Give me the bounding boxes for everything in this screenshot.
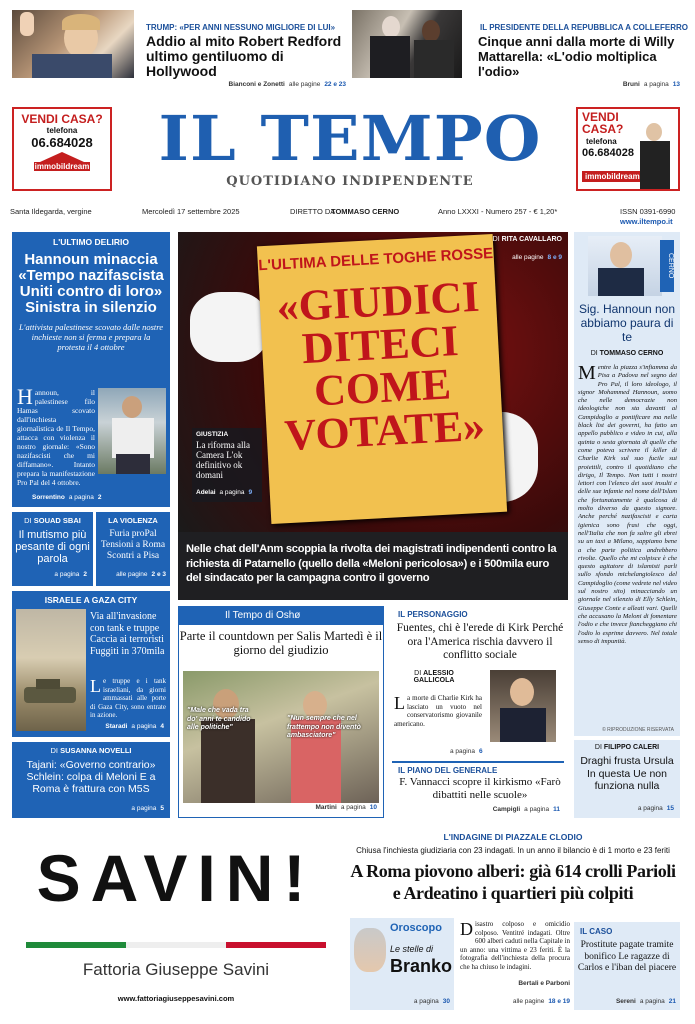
osho-bubble-1: "Male che vada tra do' anni te candido alle politiche" [187,707,251,731]
osho-kicker: Il Tempo di Oshø [225,610,301,621]
oroscopo-page-ref[interactable] [414,990,450,1008]
hannoun-photo [98,388,166,474]
sbai-page-num: 2 [83,571,87,578]
personaggio-box [390,606,568,760]
top-teasers [0,0,695,88]
clodio-credit: Bertali e Parboni [518,980,570,987]
redford-page-ref[interactable] [206,73,346,88]
ad-left-phone: 06.684028 [31,135,93,150]
director-label: DIRETTO DA [290,207,336,216]
divider [392,761,564,763]
personaggio-body: La morte di Charlie Kirk ha lasciato un vuoto nel conservatorismo giovanile americano. [394,693,482,728]
clodio-box [346,830,680,920]
flag-stripe-white [126,942,226,948]
lead-byline-pre: DI [492,236,500,243]
lead-deck[interactable]: Nelle chat dell'Anm scoppia la rivolta dei magistrati indipendenti contro la richiesta di Patarnello (quello della «Meloni pericolosa») e i 500mila euro del sindacato per la campagna contro il governo [186,543,557,584]
sbai-pages-label: a pagina [54,571,80,578]
gaza-page-num: 4 [160,723,164,730]
editorial-headline[interactable]: Sig. Hannoun non abbiamo paura di te [578,302,676,344]
generale-page-num: 11 [553,806,560,813]
sign-small-text: L'ULTIMA DELLE TOGHE ROSSE [257,245,494,275]
redford-credit: Bianconi e Zonetti [228,81,285,88]
saint-of-day: Santa Ildegarda, vergine [10,207,92,216]
novelli-page-num: 5 [160,805,164,812]
sbai-byline-pre: DI [24,516,32,525]
osho-pages-label: a pagina [340,804,366,811]
clodio-page-ref[interactable] [513,972,570,1008]
osho-credit: Martini [315,804,337,811]
gaza-pages-label: a pagina [131,723,157,730]
personaggio-dropcap: L [394,693,405,713]
lead-page-ref[interactable] [512,246,562,264]
mattarella-page-ref[interactable] [560,73,680,88]
novelli-byline: SUSANNA NOVELLI [60,746,132,755]
editorial-byline-pre: DI [590,350,598,357]
mattarella-page-num: 13 [672,81,680,88]
novelli-page-ref[interactable] [131,797,164,815]
redford-kicker: TRUMP: «PER ANNI NESSUNO MIGLIORE DI LUI» [146,23,336,32]
delirio-headline[interactable]: Hannoun minaccia «Tempo nazifascista Uniti contro di loro» Sinistra in silenzio [18,251,164,316]
violenza-page-num: 2 e 3 [151,571,166,578]
novelli-box [12,742,170,818]
delirio-box [12,232,170,507]
caleri-headline[interactable]: Draghi frusta Ursula In questa Ue non funziona nulla [580,755,674,792]
gaza-box [12,591,170,737]
dateline [0,200,695,228]
personaggio-pages-label: a pagina [450,748,475,755]
osho-page-num: 10 [369,804,377,811]
editorial-credit: © RIPRODUZIONE RISERVATA [602,727,674,733]
flag-stripe-red [226,942,326,948]
novelli-headline[interactable]: Tajani: «Governo contrario» Schlein: colpa di Meloni E a Roma è frattura con M5S [26,759,156,795]
clodio-body: Disastro colposo e omicidio colposo. Ventitré indagati. Oltre 600 alberi caduti nella Capitale in un anno: una vittima e 23 feriti. È la fotografia dell'inchiesta della procura che ha chiuso le indagini. [460,920,570,971]
agent-figure [646,123,662,141]
gaza-tank-photo [16,609,86,731]
delirio-dropcap: H [17,384,33,409]
osho-headline[interactable]: Parte il countdown per Salis Martedì è il giorno del giudizio [179,629,383,657]
osho-bubble-2: "Nun sempre che nel frattempo non diventò ambasciatore" [287,715,361,739]
delirio-pages-label: a pagina [68,494,94,501]
violenza-kicker: LA VIOLENZA [108,516,158,525]
gaza-headline[interactable]: Via all'invasione con tank e truppe Caccia ai terroristi Fuggiti in 370mila [90,611,165,657]
giustizia-kicker: GIUSTIZIA [196,431,229,438]
generale-kicker: IL PIANO DEL GENERALE [398,766,498,775]
redford-photo [12,10,134,78]
glove-left [190,292,268,362]
violenza-headline[interactable]: Furia proPal Tensioni a Roma Scontri a Pisa [100,529,166,561]
fuentes-photo [490,670,556,742]
ad-vendi-casa-left[interactable] [12,107,112,191]
director-name: TOMMASO CERNO [331,207,400,216]
oroscopo-box[interactable] [350,918,454,1010]
violenza-box [96,512,170,586]
clodio-headline[interactable]: A Roma piovono alberi: già 614 crolli Parioli e Ardeatino i quartieri più colpiti [350,861,676,903]
personaggio-page-ref[interactable] [450,740,483,758]
ad-vendi-casa-right[interactable] [576,107,680,191]
generale-page-ref[interactable] [493,798,560,816]
clodio-summary: Chiusa l'inchiesta giudiziaria con 23 indagati. In un anno il bilancio è di 1 morto e 23 feriti [356,846,670,855]
caso-page-ref[interactable] [616,990,676,1008]
issue-date: Mercoledì 17 settembre 2025 [142,207,240,216]
redford-page-num: 22 e 23 [324,81,346,88]
violenza-pages-label: alle pagine [116,571,148,578]
ad-right-phone: 06.684028 [582,147,634,159]
lead-story [178,232,568,600]
novelli-byline-pre: DI [50,746,58,755]
savini-url[interactable]: www.fattoriagiuseppesavini.com [117,994,235,1003]
ad-right-brand: immobildream [582,171,643,182]
delirio-page-ref[interactable] [32,486,162,504]
generale-box [390,764,568,818]
caleri-byline-pre: DI [594,744,602,751]
editorial-byline: TOMMASO CERNO [599,350,664,357]
violenza-page-ref[interactable] [116,563,166,581]
caso-box [574,922,680,1010]
delirio-body: Hannoun, il palestinese filo Hamas scovato dall'inchiesta giornalistica de Il Tempo, attacca con violenza il nostro giornale: «Sono nazifascisti che mi diffamano». Intanto prepara la manifestazione Pro Pal del 4 ottobre. [17,384,95,487]
gaza-page-ref[interactable] [105,715,164,733]
branko-photo [354,928,386,972]
personaggio-headline[interactable]: Fuentes, chi è l'erede di Kirk Perché ora l'America rischia davvero il conflitto sociale [396,622,564,661]
masthead-title: IL TEMPO [158,108,542,175]
personaggio-byline: ALESSIO GALLICOLA [413,670,455,684]
caleri-page-num: 15 [666,805,674,812]
caso-kicker: IL CASO [580,927,613,936]
ad-left-title: VENDI CASA? [21,112,103,126]
giustizia-text: La riforma alla Camera L'ok definitivo ok domani [196,440,250,480]
lead-byline: RITA CAVALLARO [501,236,562,243]
lead-page-num: 8 e 9 [547,254,562,261]
redford-pages-label: alle pagine [288,81,321,88]
giustizia-page-num: 9 [248,489,253,496]
generale-credit: Campigli [492,806,521,813]
mattarella-pages-label: a pagina [643,81,669,88]
caleri-page-ref[interactable] [638,797,674,815]
oroscopo-pages-label: a pagina [413,998,439,1005]
sbai-box [12,512,93,586]
caso-headline[interactable]: Prostitute pagate tramite bonifico Le ragazze di Carlos e l'iban del piacere [577,940,677,973]
savini-ad[interactable] [12,830,340,1016]
editorial-tag: CERNO [660,240,674,292]
oroscopo-page-num: 30 [442,998,450,1005]
caso-page-num: 21 [668,998,676,1005]
flag-stripe-green [26,942,126,948]
clodio-page-num: 18 e 19 [548,998,570,1005]
osho-box [178,606,384,818]
mattarella-kicker: IL PRESIDENTE DELLA REPUBBLICA A COLLEFERRO [480,23,689,32]
savini-name: Fattoria Giuseppe Savini [82,960,270,979]
gaza-body: Le truppe e i tank israeliani, da giorni ammassati alle porte di Gaza City, sono entrate in azione. [90,676,166,719]
delirio-credit: Sorrentino [32,494,65,501]
editorial-body: Mentre la piazza s'infiamma da Pisa a Padova nel segno dei Pro Pal, il loro ideologo, il signor Mohammed Hannoun, uomo che nelle democrazie non ideologiche non sta davanti al Campidoglio a pontificare ma nelle black list dei governi, ha fatto un appello pubblico e video in cui, alla quinta o sesta giornata di quelle che come poteva scrivere il killer di Charlie Kirk sul suo fucile sui proiettili, contro il quotidiano che dirigo, Il Tempo. Non tutti i nostri lettori con l'elenco dei suoi insulti e delle sue infamie nel nome dell'Islam che fortunatamente è qualcosa di molto diverso da questo signore. Anche perché nazifascisti e carta igienica sono frasi che oggi, nell'Italia che non fa salire gli ebrei su un taxi a Milano, sappiamo bene a che parte politica andrebbero rivolte. Quello che mi colpisce è che questo agitatore di islamisti parli sullo sfondo michelangiolesco del Campidoglio (come vedrete nel video sul nostro sito) minacciando un giornale nel silenzio di Elly Schlein, Giuseppe Conte e alleati vari. Quelli che accusano la Meloni di fomentare l'odio e che invece fiancheggiano chi l'odio lo esprime davvero. Nel totale senso di impunità. [578,364,677,645]
savini-logo: SAVIN! [36,841,316,915]
caso-credit: Sereni [615,998,636,1005]
caleri-byline: FILIPPO CALERI [603,744,660,751]
redford-headline[interactable]: Addio al mito Robert Redford ultimo gentiluomo di Hollywood [146,34,342,79]
novelli-pages-label: a pagina [131,805,157,812]
website-link[interactable]: www.iltempo.it [620,217,673,226]
generale-pages-label: a pagina [524,806,550,813]
ad-left-brand: immobildream [34,162,90,171]
delirio-summary: L'attivista palestinese scovato dalle nostre inchieste non si ferma e prepara la protesta il 4 ottobre [18,322,164,352]
oroscopo-subtitle: Le stelle di [390,944,434,954]
editorial-dropcap: M [578,364,596,384]
clodio-body-box [460,920,570,1010]
generale-headline[interactable]: F. Vannacci scopre il kirkismo «Farò dibattiti nelle scuole» [399,776,561,801]
ad-right-title: VENDI CASA? [582,110,624,136]
sign-big-text[interactable]: «GIUDICI DITECI COME VOTATE» [275,271,487,461]
caleri-box [574,740,680,818]
editorial-box [574,232,680,736]
sbai-byline: SOUAD SBAI [33,516,81,525]
personaggio-byline-pre: DI [414,670,422,677]
cerno-photo [588,236,662,296]
caso-pages-label: a pagina [639,998,665,1005]
masthead-subtitle: QUOTIDIANO INDIPENDENTE [226,174,474,189]
giustizia-box[interactable] [192,428,262,502]
delirio-kicker: L'ULTIMO DELIRIO [53,237,129,247]
giustizia-credit: Adelai [196,489,216,496]
clodio-pages-label: alle pagine [512,998,545,1005]
osho-page-ref[interactable] [316,796,378,814]
house-icon [40,152,84,162]
sbai-headline[interactable]: Il mutismo più pesante di ogni parola [15,529,90,565]
delirio-page-num: 2 [97,494,102,501]
mattarella-credit: Bruni [622,81,640,88]
mattarella-photo [352,10,462,78]
caleri-pages-label: a pagina [637,805,663,812]
gaza-credit: Staradi [105,723,128,730]
gaza-dropcap: L [90,676,101,696]
gaza-kicker: ISRAELE A GAZA CITY [44,595,138,605]
giustizia-pages-label: a pagina [219,489,245,496]
protest-sign [257,234,507,524]
mattarella-headline[interactable]: Cinque anni dalla morte di Willy Mattarella: «L'odio moltiplica l'odio» [478,34,675,79]
masthead [140,108,560,189]
ad-left-call: telefona [46,126,78,135]
oroscopo-name: Branko [390,956,453,976]
personaggio-kicker: IL PERSONAGGIO [398,610,468,619]
issue-number: Anno LXXXI - Numero 257 - € 1,20* [438,207,558,216]
sbai-page-ref[interactable] [54,563,87,581]
lead-pages-label: alle pagine [512,254,544,261]
oroscopo-title: Oroscopo [390,922,442,934]
personaggio-page-num: 6 [478,748,483,755]
clodio-kicker: L'INDAGINE DI PIAZZALE CLODIO [443,832,583,842]
issn: ISSN 0391-6990 [620,207,676,216]
ad-right-call: telefona [586,137,617,146]
clodio-dropcap: D [460,920,473,939]
